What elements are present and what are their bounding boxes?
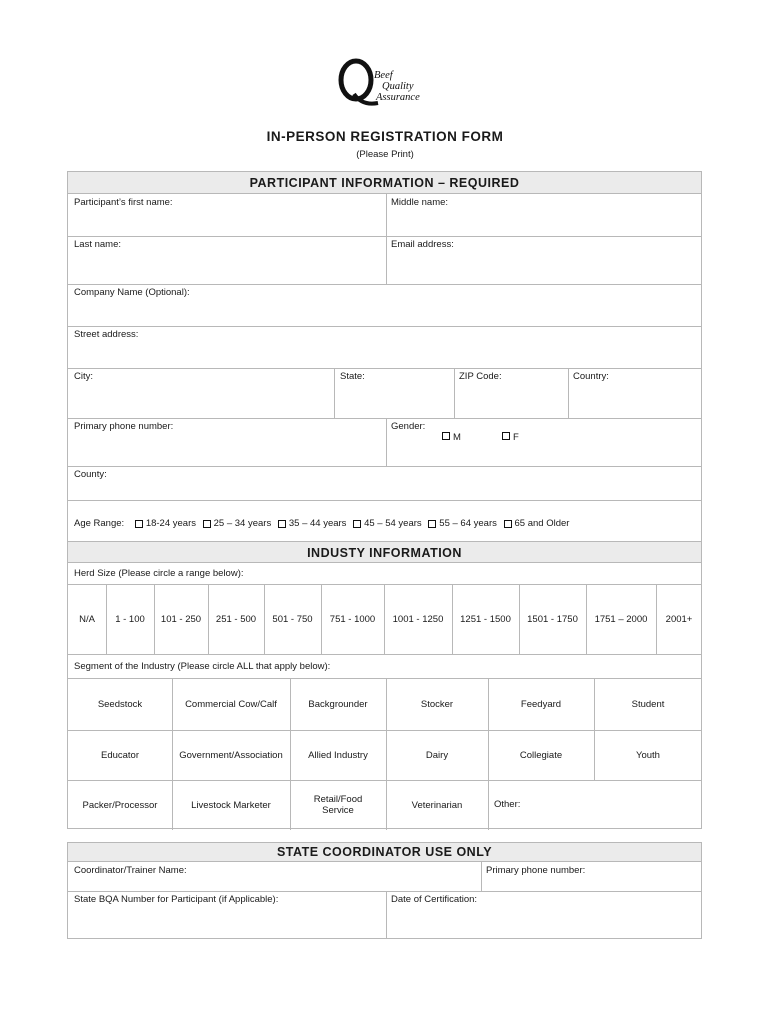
trainer-name-label: Coordinator/Trainer Name: <box>74 865 187 876</box>
checkbox-icon[interactable] <box>203 520 211 528</box>
segment-stocker[interactable]: Stocker <box>420 698 454 710</box>
segment-backgrounder[interactable]: Backgrounder <box>308 698 368 710</box>
gender-m-option[interactable]: M <box>438 432 461 443</box>
coordinator-section <box>67 842 702 939</box>
county-label: County: <box>74 469 107 480</box>
certification-date-label: Date of Certification: <box>391 894 478 905</box>
herd-size-option[interactable]: 751 - 1000 <box>329 613 376 625</box>
herd-size-option[interactable]: 1501 - 1750 <box>527 613 578 625</box>
herd-size-option[interactable]: N/A <box>79 613 95 625</box>
age-range-label: Age Range: <box>74 518 125 529</box>
segment-dairy[interactable]: Dairy <box>425 749 449 761</box>
state-label: State: <box>340 371 365 382</box>
segment-youth[interactable]: Youth <box>636 749 660 761</box>
industry-header: INDUSTY INFORMATION <box>68 541 701 563</box>
company-label: Company Name (Optional): <box>74 287 190 298</box>
logo-word-beef: Beef <box>374 70 393 81</box>
age-option: 45 – 54 years <box>364 518 422 529</box>
checkbox-icon[interactable] <box>278 520 286 528</box>
logo-word-assurance: Assurance <box>376 92 420 103</box>
segment-retail-food-service[interactable]: Retail/Food Service <box>313 794 363 816</box>
segment-student[interactable]: Student <box>631 698 665 710</box>
age-option: 18-24 years <box>145 518 196 529</box>
logo-word-quality: Quality <box>382 81 414 92</box>
herd-size-option[interactable]: 501 - 750 <box>272 613 313 625</box>
first-name-label: Participant’s first name: <box>74 197 173 208</box>
checkbox-icon[interactable] <box>428 520 436 528</box>
street-label: Street address: <box>74 329 139 340</box>
segment-label: Segment of the Industry (Please circle ALL that apply below): <box>74 661 331 672</box>
herd-size-label: Herd Size (Please circle a range below): <box>74 568 244 579</box>
age-option: 55 – 64 years <box>439 518 497 529</box>
participant-header: PARTICIPANT INFORMATION – REQUIRED <box>68 172 701 194</box>
segment-commercial-cow-calf[interactable]: Commercial Cow/Calf <box>185 698 277 710</box>
segment-feedyard[interactable]: Feedyard <box>520 698 562 710</box>
herd-size-option[interactable]: 1251 - 1500 <box>460 613 511 625</box>
herd-size-option[interactable]: 101 - 250 <box>160 613 202 625</box>
herd-size-row <box>68 584 701 654</box>
herd-size-option[interactable]: 1751 – 2000 <box>594 613 648 625</box>
participant-industry-section <box>67 171 702 829</box>
form-subtitle: (Please Print) <box>356 149 414 160</box>
segment-seedstock[interactable]: Seedstock <box>97 698 143 710</box>
age-range-row <box>74 518 569 529</box>
bqa-number-label: State BQA Number for Participant (if Applicable): <box>74 894 279 905</box>
country-label: Country: <box>573 371 609 382</box>
segment-other[interactable]: Other: <box>494 799 521 810</box>
segment-government-association[interactable]: Government/Association <box>179 749 283 761</box>
segment-livestock-marketer[interactable]: Livestock Marketer <box>191 799 271 811</box>
segment-collegiate[interactable]: Collegiate <box>519 749 563 761</box>
age-option: 65 and Older <box>514 518 570 529</box>
segment-veterinarian[interactable]: Veterinarian <box>411 799 463 811</box>
q-logo-icon <box>336 56 380 112</box>
city-label: City: <box>74 371 93 382</box>
segment-educator[interactable]: Educator <box>100 749 140 761</box>
checkbox-icon[interactable] <box>353 520 361 528</box>
segment-packer-processor[interactable]: Packer/Processor <box>82 799 158 811</box>
age-option: 25 – 34 years <box>213 518 272 529</box>
herd-size-option[interactable]: 2001+ <box>665 613 693 625</box>
middle-name-label: Middle name: <box>391 197 449 208</box>
last-name-label: Last name: <box>74 239 121 250</box>
coordinator-header: STATE COORDINATOR USE ONLY <box>68 843 701 862</box>
gender-f-option[interactable]: F <box>498 432 519 443</box>
form-title: IN-PERSON REGISTRATION FORM <box>266 129 504 144</box>
checkbox-icon[interactable] <box>442 432 450 440</box>
checkbox-icon[interactable] <box>135 520 143 528</box>
age-option: 35 – 44 years <box>288 518 347 529</box>
checkbox-icon[interactable] <box>502 432 510 440</box>
herd-size-option[interactable]: 1001 - 1250 <box>392 613 444 625</box>
herd-size-option[interactable]: 1 - 100 <box>115 613 145 625</box>
email-label: Email address: <box>391 239 454 250</box>
gender-label: Gender: <box>391 421 426 432</box>
segment-allied-industry[interactable]: Allied Industry <box>308 749 368 761</box>
zip-label: ZIP Code: <box>459 371 502 382</box>
checkbox-icon[interactable] <box>504 520 512 528</box>
herd-size-option[interactable]: 251 - 500 <box>215 613 257 625</box>
coordinator-phone-label: Primary phone number: <box>486 865 586 876</box>
phone-label: Primary phone number: <box>74 421 174 432</box>
bqa-logo <box>336 56 436 112</box>
